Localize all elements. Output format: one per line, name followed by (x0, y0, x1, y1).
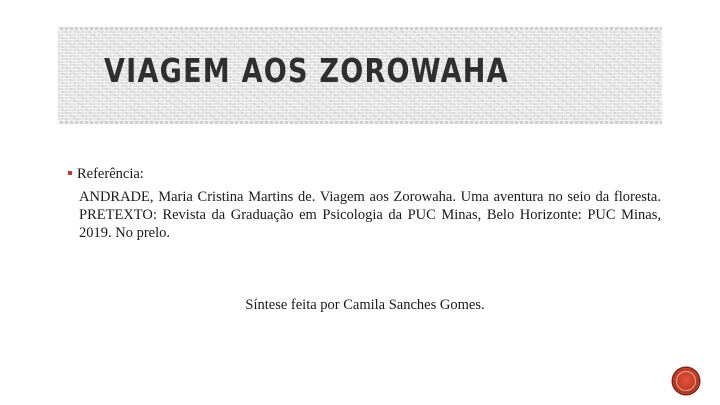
slide-title: VIAGEM AOS ZOROWAHA (104, 51, 509, 90)
synthesis-credit: Síntese feita por Camila Sanches Gomes. (245, 297, 485, 313)
reference-text: ANDRADE, Maria Cristina Martins de. Viagem aos Zorowaha. Uma aventura no seio da floresta. PRETEXTO: Revista da Graduação em Psicologia da PUC Minas, Belo Horizonte: PUC Minas, 2019. No prelo. (79, 189, 661, 241)
nav-button-ring (676, 371, 696, 391)
title-band-bottom-edge (58, 121, 662, 124)
square-bullet-icon (68, 171, 72, 175)
bullet-label: Referência: (77, 166, 144, 182)
slide-nav-button-icon[interactable] (673, 368, 699, 394)
bullet-item-reference (68, 165, 144, 183)
title-band-top-edge (58, 27, 662, 30)
